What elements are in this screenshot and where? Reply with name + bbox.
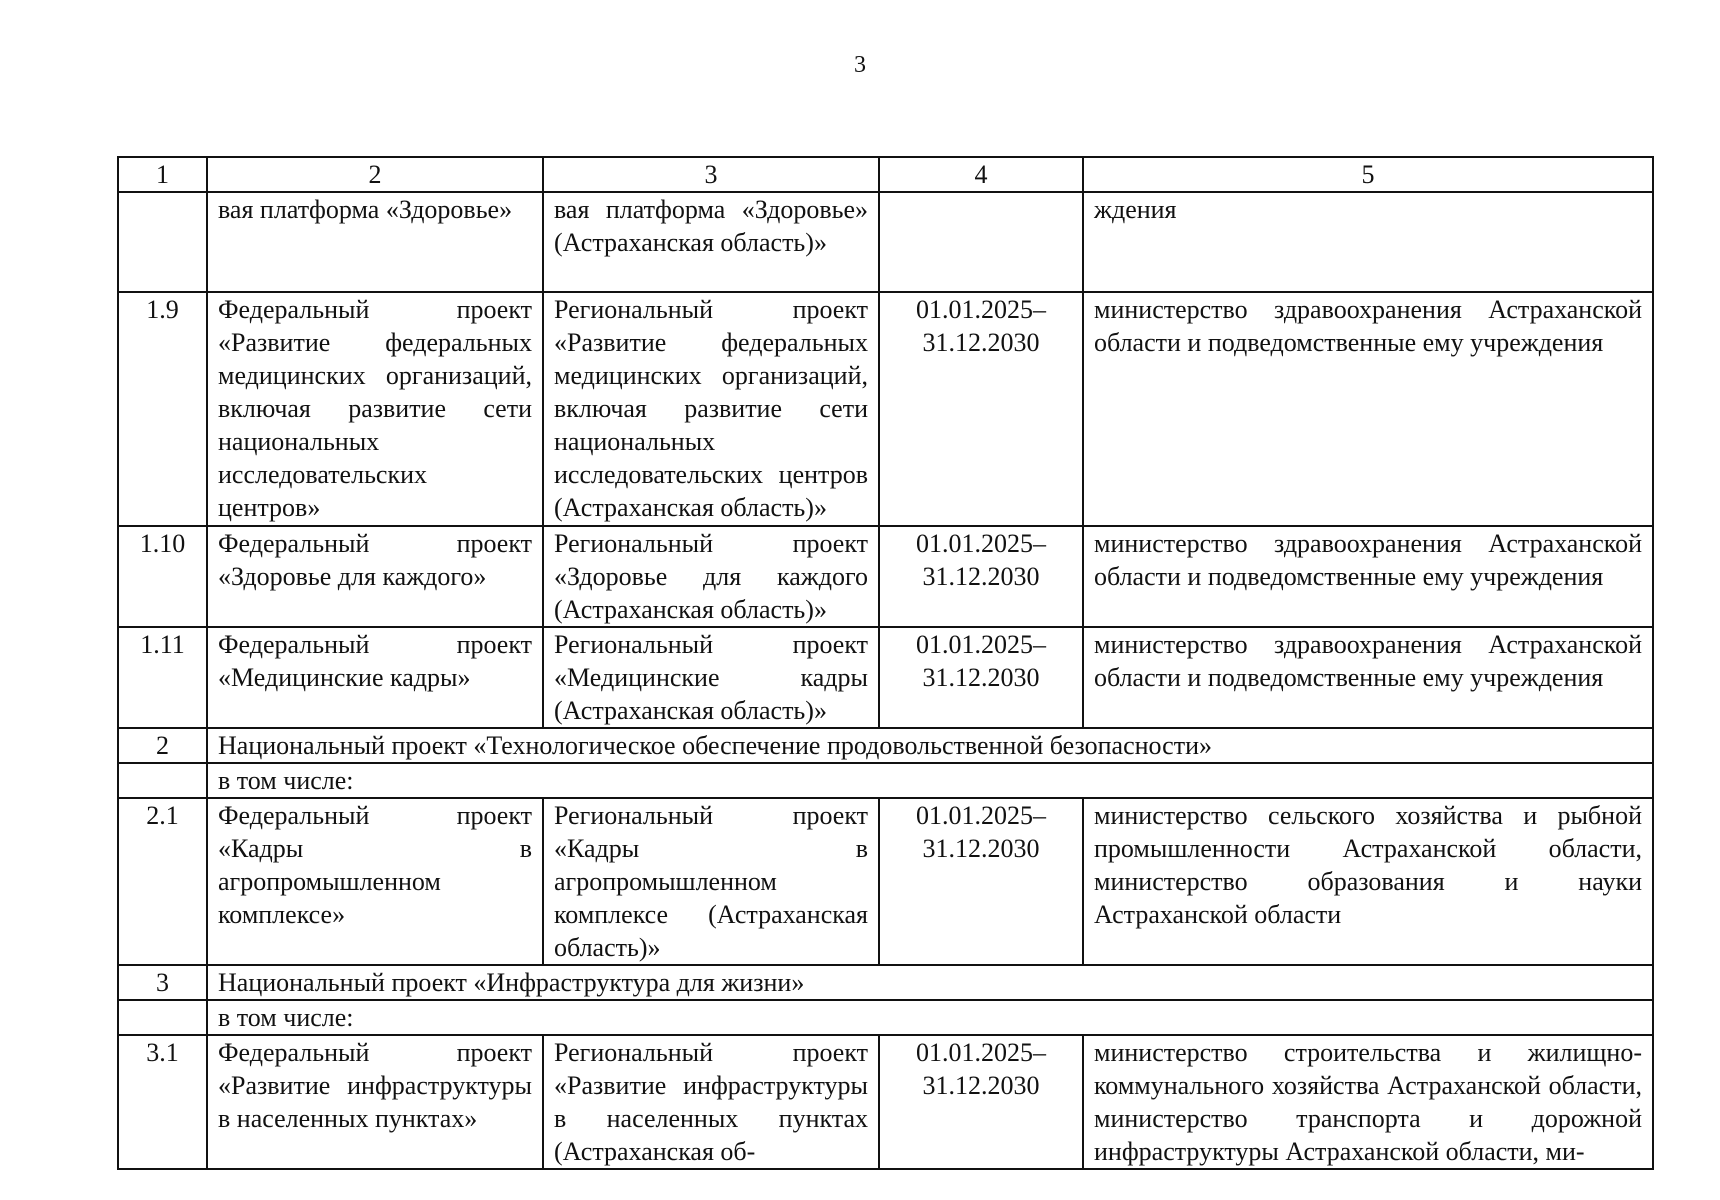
responsible: ждения <box>1083 192 1653 292</box>
table-header-row <box>118 157 1653 192</box>
period: 01.01.2025–31.12.2030 <box>879 798 1083 965</box>
table-row <box>118 292 1653 526</box>
section-row <box>118 728 1653 763</box>
period: 01.01.2025–31.12.2030 <box>879 627 1083 728</box>
section-number <box>118 763 207 798</box>
period: 01.01.2025–31.12.2030 <box>879 292 1083 526</box>
federal-project: Федеральный проект «Развитие инфраструктуры в населенных пунктах» <box>207 1035 543 1169</box>
section-row <box>118 1000 1653 1035</box>
table-row <box>118 798 1653 965</box>
table-row <box>118 627 1653 728</box>
table-row <box>118 192 1653 292</box>
page-number: 3 <box>854 52 866 78</box>
section-number: 2 <box>118 728 207 763</box>
federal-project: Федеральный проект «Кадры в агропромышленном комплексе» <box>207 798 543 965</box>
section-row <box>118 965 1653 1000</box>
table-row <box>118 1035 1653 1169</box>
section-title: Национальный проект «Инфраструктура для жизни» <box>207 965 1653 1000</box>
row-number: 3.1 <box>118 1035 207 1169</box>
responsible: министерство строительства и жилищно-коммунального хозяйства Астраханской области, министерство транспорта и дорожной инфраструктуры Астраханской области, ми- <box>1083 1035 1653 1169</box>
section-row <box>118 763 1653 798</box>
period: 01.01.2025–31.12.2030 <box>879 526 1083 627</box>
regional-project: Региональный проект «Развитие инфраструктуры в населенных пунктах (Астраханская об- <box>543 1035 879 1169</box>
header-col-4: 4 <box>879 157 1083 192</box>
federal-project: Федеральный проект «Развитие федеральных медицинских организаций, включая развитие сети национальных исследовательских центров» <box>207 292 543 526</box>
period <box>879 192 1083 292</box>
section-number <box>118 1000 207 1035</box>
federal-project: Федеральный проект «Медицинские кадры» <box>207 627 543 728</box>
period: 01.01.2025–31.12.2030 <box>879 1035 1083 1169</box>
responsible: министерство здравоохранения Астраханской области и подведомственные ему учреждения <box>1083 526 1653 627</box>
section-number: 3 <box>118 965 207 1000</box>
row-number: 2.1 <box>118 798 207 965</box>
header-col-1: 1 <box>118 157 207 192</box>
projects-table <box>117 156 1654 1170</box>
row-number: 1.11 <box>118 627 207 728</box>
section-title: Национальный проект «Технологическое обеспечение продовольственной безопасности» <box>207 728 1653 763</box>
responsible: министерство здравоохранения Астраханской области и подведомственные ему учреждения <box>1083 292 1653 526</box>
section-subtitle: в том числе: <box>207 763 1653 798</box>
row-number <box>118 192 207 292</box>
header-col-2: 2 <box>207 157 543 192</box>
regional-project: Региональный проект «Медицинские кадры (Астраханская область)» <box>543 627 879 728</box>
federal-project: вая платформа «Здоровье» <box>207 192 543 292</box>
row-number: 1.9 <box>118 292 207 526</box>
table-row <box>118 526 1653 627</box>
section-subtitle: в том числе: <box>207 1000 1653 1035</box>
regional-project: Региональный проект «Здоровье для каждого (Астраханская область)» <box>543 526 879 627</box>
federal-project: Федеральный проект «Здоровье для каждого» <box>207 526 543 627</box>
regional-project: вая платформа «Здоровье» (Астраханская область)» <box>543 192 879 292</box>
regional-project: Региональный проект «Развитие федеральных медицинских организаций, включая развитие сети национальных исследовательских центров (Астраханская область)» <box>543 292 879 526</box>
header-col-5: 5 <box>1083 157 1653 192</box>
row-number: 1.10 <box>118 526 207 627</box>
regional-project: Региональный проект «Кадры в агропромышленном комплексе (Астраханская область)» <box>543 798 879 965</box>
responsible: министерство сельского хозяйства и рыбной промышленности Астраханской области, министерство образования и науки Астраханской области <box>1083 798 1653 965</box>
header-col-3: 3 <box>543 157 879 192</box>
responsible: министерство здравоохранения Астраханской области и подведомственные ему учреждения <box>1083 627 1653 728</box>
